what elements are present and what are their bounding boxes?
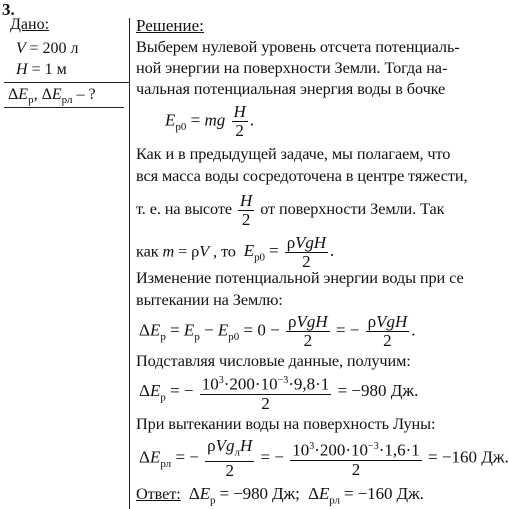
text-line-8: Изменение потенциальной энергии воды при се: [136, 268, 464, 287]
equation-energy-change: $\Delta E_р = E_р - E_{р0} = 0$ − $\frac{\text{ρVgH}}{2}$ = − $\frac{\text{ρVgH}}{2}$ .: [139, 312, 416, 350]
text-line-10: Подставляя числовые данные, получим:: [136, 351, 411, 370]
given-divider: [4, 82, 130, 83]
problem-number: 3.: [2, 0, 15, 19]
text-line-5: вся масса воды сосредоточена в центре тяжести,: [136, 166, 468, 185]
answer-line: Ответ: $\Delta E_р = -980$ Дж; $\Delta E_{рл} = -160$ Дж.: [136, 484, 424, 507]
text-line-9: вытекании на Землю:: [136, 290, 283, 309]
text-line-3: чальная потенциальная энергия воды в бочке: [136, 79, 446, 98]
given-bottom-rule: [4, 107, 124, 108]
text-line-2: ной энергии на поверхности Земли. Тогда на-: [136, 58, 448, 77]
height-fraction: $\frac{H}{2}$: [240, 191, 253, 229]
equation-moon: $\Delta E_{рл}$ = − $\frac{\rho Vg_лH}{2}$ = − $\frac{10^3\cdot 200\cdot 10^{-3}\cdot 1,6\cdot 1}{2}$ = −160 Дж.: [139, 436, 509, 481]
equation-earth-numeric: $\Delta E_р$ = − $\frac{10^3\cdot 200\cdot 10^{-3}\cdot 9,8\cdot 1}{2}$ = −980 Дж.: [139, 372, 418, 413]
text-line-6: т. е. на высоте $\frac{H}{2}$ от поверхности Земли. Так: [136, 191, 445, 229]
text-line-11: При вытекании воды на поверхность Луны:: [136, 414, 436, 433]
equation-initial-energy: $E_{р0}$ = mg $\frac{H}{2}$ .: [165, 102, 255, 140]
given-title: Дано:: [10, 16, 50, 33]
text-line-7: как m = ρV , то $E_{р0}$ = $\frac{\text{ρVgH}}{2}$ .: [136, 233, 335, 271]
text-line-4: Как и в предыдущей задаче, мы полагаем, что: [136, 144, 451, 163]
given-unknowns: $\Delta E_р$, $\Delta E_{рл}$ – ?: [8, 86, 96, 107]
column-divider: [129, 18, 130, 509]
given-height: H = 1 м: [16, 61, 67, 78]
answer-label: Ответ:: [136, 484, 181, 503]
solution-title: Решение:: [136, 16, 204, 35]
text-line-1: Выберем нулевой уровень отсчета потенциаль-: [136, 37, 460, 56]
given-volume: V = 200 л: [16, 40, 79, 57]
